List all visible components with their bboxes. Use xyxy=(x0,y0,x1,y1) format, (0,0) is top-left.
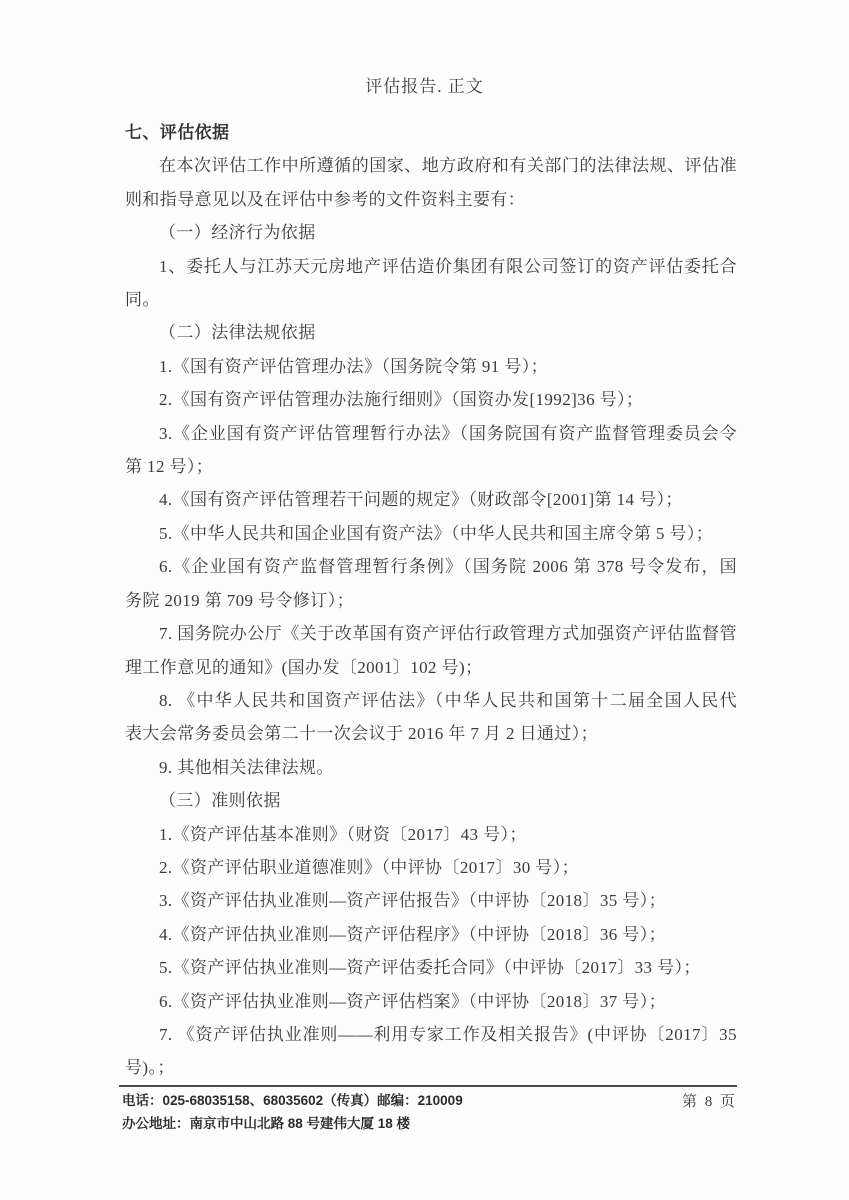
page-title: 评估报告. 正文 xyxy=(365,77,484,96)
body-line: 6.《资产评估执业准则—资产评估档案》（中评协〔2018〕37 号）； xyxy=(159,991,666,1011)
body-lines xyxy=(125,149,737,1084)
body-line: 8. 《中华人民共和国资产评估法》（中华人民共和国第十二届全国人民代 xyxy=(159,690,737,710)
body-line: 则和指导意见以及在评估中参考的文件资料主要有： xyxy=(125,189,526,209)
section-heading: 七、评估依据 xyxy=(125,123,230,142)
document-body xyxy=(125,116,737,1085)
body-line: 7. 国务院办公厅《关于改革国有资产评估行政管理方式加强资产评估监督管 xyxy=(159,624,737,644)
body-line: 1.《资产评估基本准则》（财资〔2017〕43 号）； xyxy=(159,824,527,844)
body-line: 4.《国有资产评估管理若干问题的规定》（财政部令[2001]第 14 号）； xyxy=(159,490,683,510)
body-line: （一）经济行为依据 xyxy=(159,223,316,243)
body-line: 5.《中华人民共和国企业国有资产法》（中华人民共和国主席令第 5 号）； xyxy=(159,523,714,543)
body-line: 7. 《资产评估执业准则——利用专家工作及相关报告》(中评协〔2017〕35 xyxy=(159,1024,737,1044)
page-number: 第 8 页 xyxy=(681,1094,737,1110)
body-line: 5.《资产评估执业准则—资产评估委托合同》（中评协〔2017〕33 号）； xyxy=(159,958,701,978)
body-line: 理工作意见的通知》(国办发〔2001〕102 号)； xyxy=(125,657,483,677)
body-line: （二）法律法规依据 xyxy=(159,323,316,343)
body-line: 1、委托人与江苏天元房地产评估造价集团有限公司签订的资产评估委托合 xyxy=(159,256,737,276)
body-line: （三）准则依据 xyxy=(159,791,281,811)
footer-address-line: 办公地址：南京市中山北路 88 号建伟大厦 18 楼 xyxy=(122,1116,411,1131)
footer xyxy=(122,1089,737,1135)
body-line: 3.《企业国有资产评估管理暂行办法》（国务院国有资产监督管理委员会令 xyxy=(159,423,737,443)
body-line: 4.《资产评估执业准则—资产评估程序》（中评协〔2018〕36 号）； xyxy=(159,924,666,944)
body-line: 在本次评估工作中所遵循的国家、地方政府和有关部门的法律法规、评估准 xyxy=(159,156,737,176)
body-line: 2.《资产评估职业道德准则》（中评协〔2017〕30 号）； xyxy=(159,857,579,877)
body-line: 1.《国有资产评估管理办法》（国务院令第 91 号）； xyxy=(159,356,549,376)
body-line: 3.《资产评估执业准则—资产评估报告》（中评协〔2018〕35 号）； xyxy=(159,891,666,911)
body-line: 第 12 号）； xyxy=(125,457,214,477)
body-line: 9. 其他相关法律法规。 xyxy=(159,757,334,777)
body-line: 同。 xyxy=(125,290,160,310)
footer-divider xyxy=(119,1085,737,1087)
body-line: 表大会常务委员会第二十一次会议于 2016 年 7 月 2 日通过）； xyxy=(125,724,598,744)
body-line: 2.《国有资产评估管理办法施行细则》（国资办发[1992]36 号）； xyxy=(159,390,644,410)
body-line: 号)。； xyxy=(125,1058,175,1078)
footer-phone-line: 电话：025-68035158、68035602（传真）邮编：210009 xyxy=(122,1093,463,1108)
body-line: 6.《企业国有资产监督管理暂行条例》（国务院 2006 第 378 号令发布，国 xyxy=(159,557,737,577)
body-line: 务院 2019 第 709 号令修订）； xyxy=(125,590,354,610)
